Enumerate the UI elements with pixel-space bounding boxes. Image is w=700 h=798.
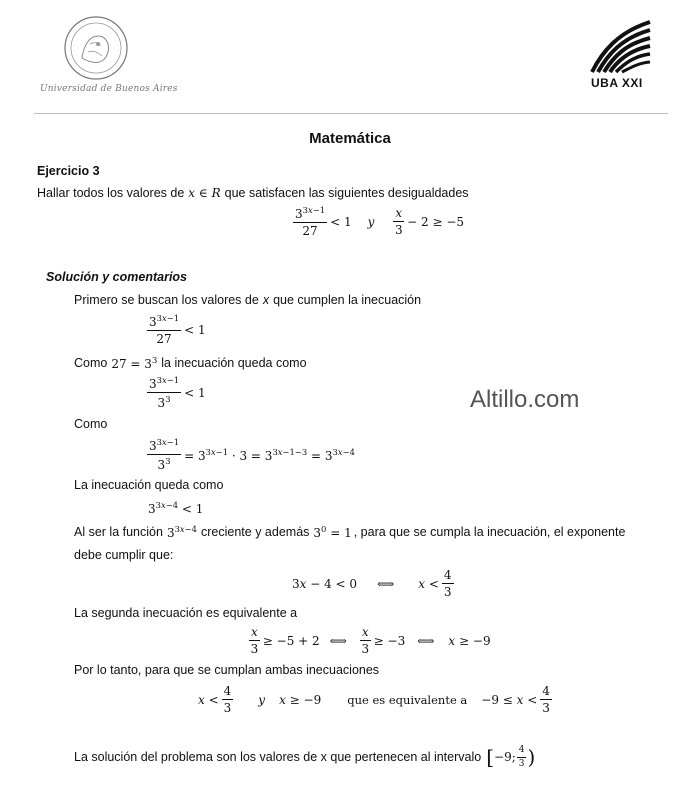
uba-seal-logo: [60, 14, 132, 82]
exercise-inequalities: $\frac{3^{3x-1}}{27}$ < 1 y $\frac{x}{3}$ − 2 ≥ −5: [295, 205, 465, 239]
solution-p1: Primero se buscan los valores de x que cumplen la inecuación: [74, 293, 422, 307]
exercise-heading: Ejercicio 3: [37, 164, 100, 178]
math-step-4: $3^{3x-4} < 1$: [148, 500, 204, 516]
statement-post: que satisfacen las siguientes desigualdades: [224, 186, 469, 200]
uba-xxi-text: UBA XXI: [591, 76, 643, 90]
header-divider: [34, 113, 668, 114]
watermark: Altillo.com: [470, 386, 580, 413]
exercise-statement: [37, 186, 469, 200]
solution-p3: Como: [74, 417, 108, 431]
page-title: Matemática: [309, 130, 391, 147]
math-step-5: 3x − 4 < 0 ⟺ x < $\frac{4}{3}$: [292, 568, 452, 600]
math-step-6: $\frac{x}{3}$ ≥ −5 + 2 ⟺ $\frac{x}{3}$ ≥ −3 ⟺ x ≥ −9: [250, 625, 491, 657]
statement-math: x ∈ R: [188, 186, 221, 200]
statement-pre: Hallar todos los valores de: [37, 186, 185, 200]
math-step-1: $\frac{3^{3x-1}}{27}$ < 1: [149, 313, 206, 347]
solution-heading: Solución y comentarios: [46, 270, 188, 284]
solution-p4: La inecuación queda como: [74, 478, 224, 492]
math-step-3: $\frac{3^{3x-1}}{3^3}$ = $3^{3x-1} \cdot 3 = 3^{3x-1-3} = 3^{3x-4}$: [149, 437, 355, 473]
uba-caption: Universidad de Buenos Aires: [40, 84, 178, 94]
solution-p5-line2: debe cumplir que:: [74, 548, 174, 562]
equiv-text: que es equivalente a: [347, 692, 468, 707]
solution-p6: La segunda inecuación es equivalente a: [74, 606, 298, 620]
solution-p2: Como $27 = 3^3$ la inecuación queda como: [74, 355, 307, 371]
math-step-7: x < $\frac{4}{3}$ y x ≥ −9 que es equivalente a −9 ≤ x < $\frac{4}{3}$: [198, 684, 550, 716]
solution-p8: La solución del problema son los valores de x que pertenecen al intervalo [ −9; $\frac{4}{3}$ ): [74, 745, 536, 770]
ineq-y: y: [367, 214, 375, 229]
math-step-2: $\frac{3^{3x-1}}{3^3}$ < 1: [149, 375, 206, 411]
uba-xxi-logo: [588, 18, 654, 74]
solution-p7: Por lo tanto, para que se cumplan ambas inecuaciones: [74, 663, 380, 677]
solution-p5: Al ser la función $3^{3x-4}$ creciente y además $3^0 = 1$ , para que se cumpla la inecuación, el exponente: [74, 524, 626, 540]
